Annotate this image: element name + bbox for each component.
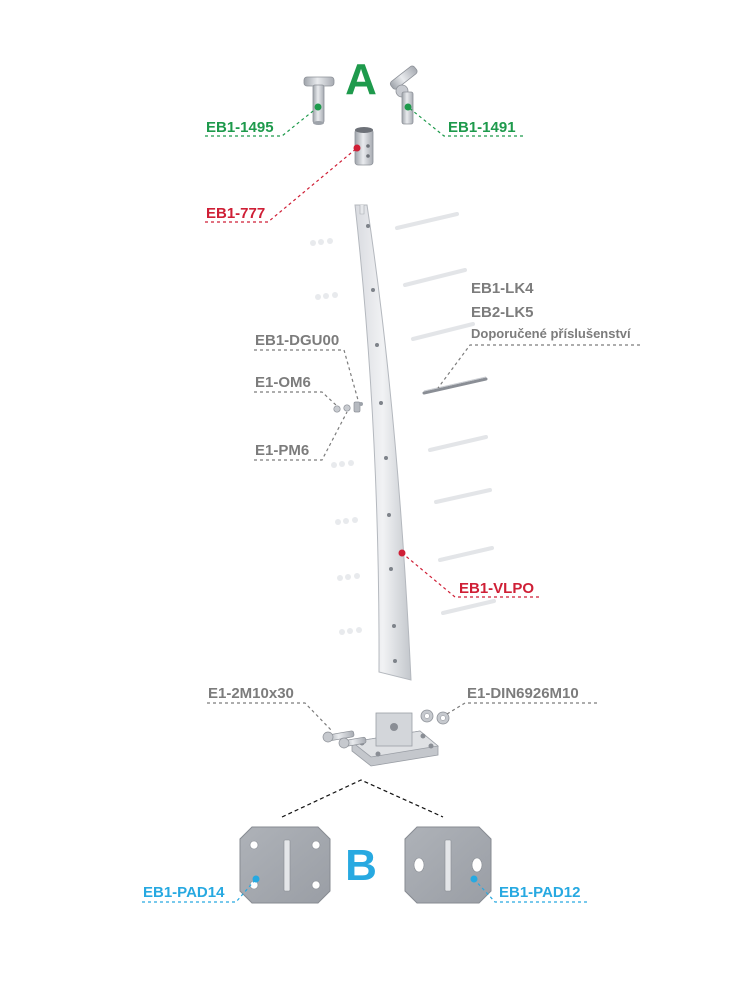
section-a-letter: A [345,55,377,104]
label-eb1-dgu00: EB1-DGU00 [255,332,340,349]
leader-e1-din6926m10 [447,703,597,714]
accessory-rod-icon [424,377,486,393]
nut-icon [421,710,449,724]
label-e1-2m10x30: E1-2M10x30 [208,685,294,702]
curved-baluster-post-icon [355,205,411,680]
label-eb1-pad14: EB1-PAD14 [143,884,225,901]
label-eb1-1495: EB1-1495 [206,119,274,136]
handrail-saddle-t-icon [304,77,334,125]
label-eb1-pad12: EB1-PAD12 [499,884,581,901]
leader-e1-2m10x30 [207,703,332,731]
label-eb2-lk5: EB2-LK5 [471,304,534,321]
label-eb1-1491: EB1-1491 [448,119,516,136]
options-connector-line [282,780,443,817]
glass-clamp-icon [334,402,363,412]
label-e1-om6: E1-OM6 [255,374,311,391]
label-eb1-vlpo: EB1-VLPO [459,580,535,597]
leader-e1-om6 [254,392,337,406]
section-b-letter: B [345,841,377,890]
label-eb1-lk4: EB1-LK4 [471,280,534,297]
ghost-clamp-icon [310,238,362,635]
label-e1-din6926m10: E1-DIN6926M10 [467,685,579,702]
label-e1-pm6: E1-PM6 [255,442,310,459]
base-pad-icon [405,827,491,903]
handrail-saddle-angled-icon [389,65,418,124]
ghost-rod-icon [397,214,494,613]
base-pad-icon [240,827,330,903]
label-recommended-accessories: Doporučené příslušenství [471,326,631,341]
label-eb1-777: EB1-777 [206,205,266,222]
